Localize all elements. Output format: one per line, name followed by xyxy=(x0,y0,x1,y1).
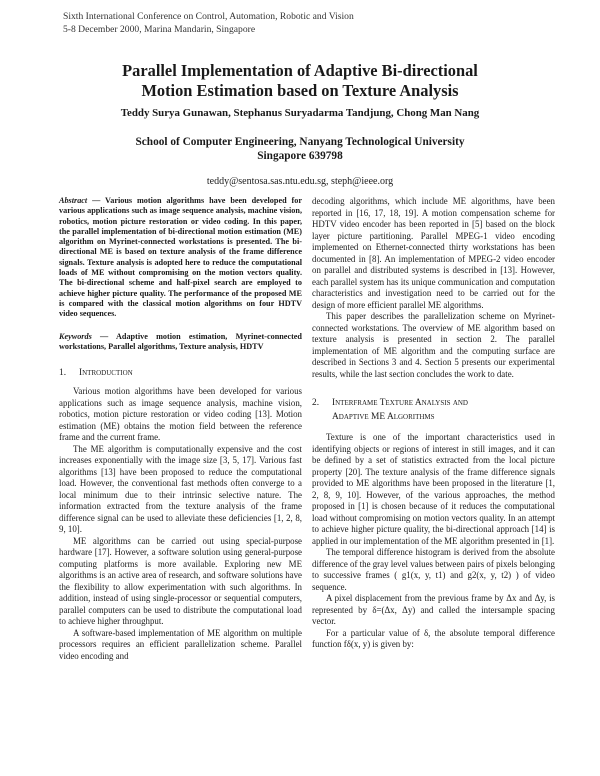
conference-header xyxy=(63,10,354,36)
right-paragraph-1: decoding algorithms, which include ME algorithms, have been reported in [16, 17, 18, 19]. A motion compensation scheme for HDTV video encoder has been reported in [5] based on the block layer picture partitioning. Parallel MPEG-1 video encoding implemented on Ethernet-connected thirty workstations has been documented in [8]. An implementation of MPEG-2 video encoder on parallel and distributed systems is described in [13]. However, each parallel system has its unique communication and computation characteristics and investigation need to be carried out for the design of more efficient parallel ME algorithms. xyxy=(312,196,555,310)
abstract-label: Abstract xyxy=(59,196,88,205)
paper-title xyxy=(0,61,600,101)
title-line-2: Motion Estimation based on Texture Analysis xyxy=(141,81,459,100)
abstract xyxy=(59,196,302,320)
authors: Teddy Surya Gunawan, Stephanus Suryadarma Tandjung, Chong Man Nang xyxy=(120,107,480,119)
section-2-title-line-1: Interframe Texture Analysis and xyxy=(332,398,468,408)
keywords-text: — Adaptive motion estimation, Myrinet-connected workstations, Parallel algorithms, Texture analysis, HDTV xyxy=(59,331,302,351)
section-2-title-line-2: Adaptive ME Algorithms xyxy=(332,412,435,422)
section-2-paragraph-4: For a particular value of δ, the absolute temporal difference function fδ(x, y) is given by: xyxy=(312,627,555,649)
conference-line-2: 5-8 December 2000, Marina Mandarin, Singapore xyxy=(63,24,256,35)
section-1-heading xyxy=(59,366,302,380)
affiliation xyxy=(0,135,600,163)
section-1-paragraph-3: ME algorithms can be carried out using special-purpose hardware [17]. However, a software solution using general-purpose computing platforms is more available. Exploring new ME algorithms is an active area of research, and software solutions have the flexibility to allow experimentation with such algorithms. In addition, instead of using single-processor or sequential computers, parallel computers can be used to distribute the computational load to achieve higher throughput. xyxy=(59,535,302,627)
keywords xyxy=(59,332,302,353)
right-paragraph-2: This paper describes the parallelization scheme on Myrinet-connected workstations. The overview of ME algorithm based on texture analysis is presented in section 2. The parallel implementation of ME algorithm and the computing surface are described in Sections 3 and 4. Section 5 presents our experimental results, while the last section concludes the work to date. xyxy=(312,311,555,379)
section-2-paragraph-2: The temporal difference histogram is derived from the absolute difference of the gray level values between pairs of pixels belonging to successive frames ( g1(x, y, t1) and g2(x, y, t2) ) of video sequence. xyxy=(312,547,555,592)
keywords-label: Keywords xyxy=(59,331,92,341)
section-1-paragraph-1: Various motion algorithms have been developed for various applications such as image sequence analysis, machine vision, robotics, motion picture restoration or video coding [13]. Motion estimation (ME) obtains the motion field between the reference frame and the current frame. xyxy=(59,386,302,443)
section-2-paragraph-3: A pixel displacement from the previous frame by Δx and Δy, is represented by δ=(Δx, Δy) and called the intersample spacing vector. xyxy=(312,593,555,626)
abstract-text: — Various motion algorithms have been developed for various applications such as image sequence analysis, machine vision, robotics, motion picture restoration or video coding. In this paper, the parallel implementation of bi-directional motion estimation (ME) algorithm on Myrinet-connected workstations is presented. The bi-directional ME is based on texture analysis of the frame difference signals. Texture analysis is adopted here to reduce the computational loads of ME without compromising on the motion vectors quality. The bi-directional scheme and half-pixel search are employed to achieve higher picture quality. The performance of the proposed ME is compared with the classical motion algorithms on four HDTV video sequences. xyxy=(59,196,302,319)
affiliation-line-1: School of Computer Engineering, Nanyang Technological University xyxy=(135,136,465,148)
conference-line-1: Sixth International Conference on Control, Automation, Robotic and Vision xyxy=(63,11,354,22)
author-email: teddy@sentosa.sas.ntu.edu.sg, steph@ieee.org xyxy=(206,176,394,187)
affiliation-line-2: Singapore 639798 xyxy=(257,150,343,162)
section-1-paragraph-2: The ME algorithm is computationally expensive and the cost increases exponentially with the image size [3, 5, 17]. Various fast algorithms [13] have been proposed to reduce the computational load. However, the conventional fast methods often converge to a local minimum due to their intrinsic selective nature. The information extracted from the texture analysis of the frame difference signal can be used to alleviate these deficiencies [1, 2, 8, 9, 10]. xyxy=(59,443,302,535)
left-column xyxy=(59,196,302,662)
right-column xyxy=(312,196,555,651)
section-2-heading xyxy=(312,396,555,424)
section-1-number: 1. xyxy=(59,368,67,379)
title-line-1: Parallel Implementation of Adaptive Bi-directional xyxy=(122,61,478,80)
section-2-number: 2. xyxy=(312,398,320,408)
section-2-paragraph-1: Texture is one of the important characteristics used in identifying objects or regions of interest in still images, and it can be defined by a set of statistics extracted from the local picture property [20]. The texture analysis of the frame difference signals provided to ME algorithms have been proposed in the literature [1, 2, 8, 9, 10]. However, of the various approaches, the method proposed in [1] is chosen because of it reduces the computational load without compromising on motion vectors quality. In an attempt to achieve higher picture quality, the bi-directional approach [14] is applied in our implementation of the ME algorithm presented in [1]. xyxy=(312,432,555,546)
section-1-title: Introduction xyxy=(79,368,133,379)
section-1-paragraph-4: A software-based implementation of ME algorithm on multiple processors requires an efficient parallelization scheme. Parallel video encoding and xyxy=(59,627,302,661)
